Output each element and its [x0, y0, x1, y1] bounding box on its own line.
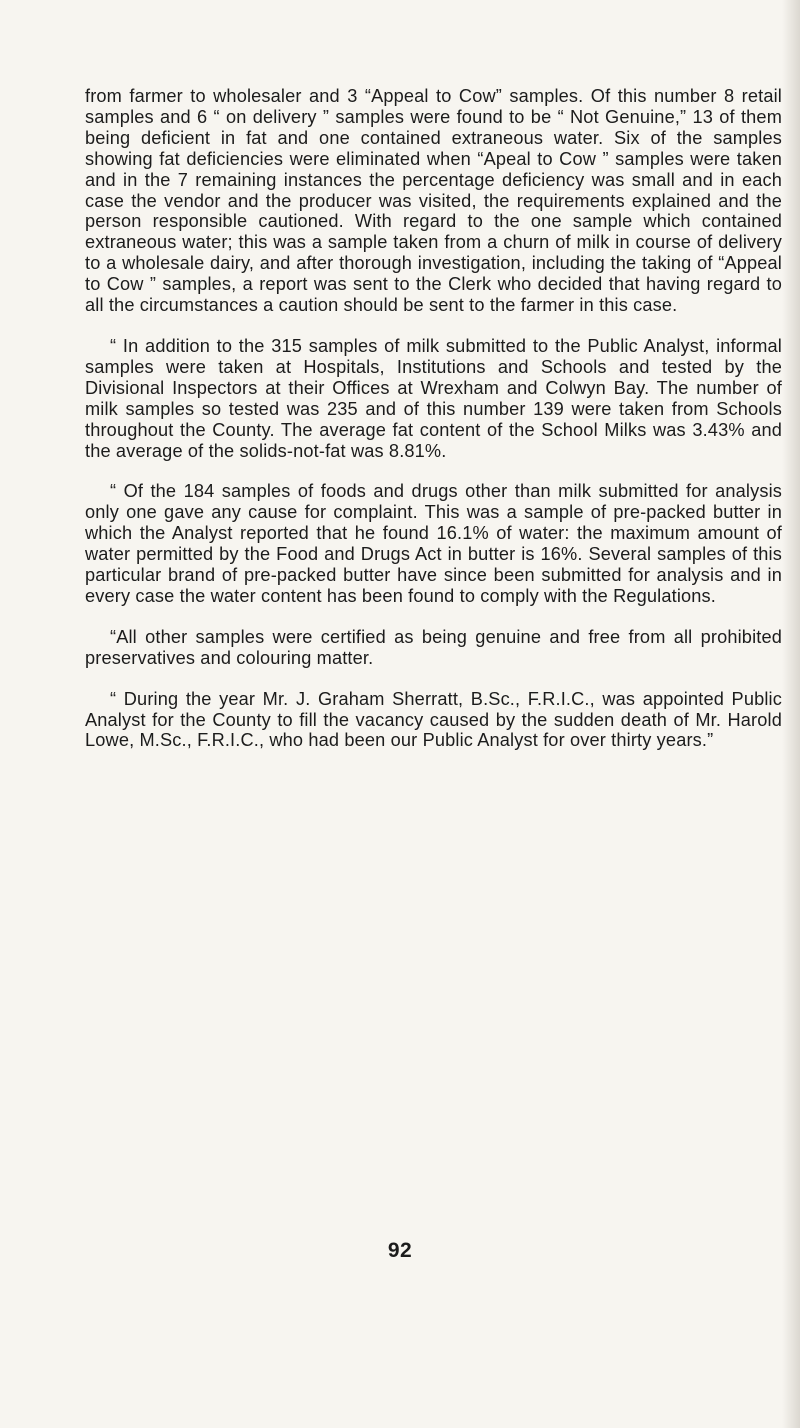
paragraph-1: from farmer to wholesaler and 3 “Appeal to Cow” samples. Of this number 8 retail samples and 6 “ on delivery ” samples were found to be “ Not Genuine,” 13 of them being deficient in fat and one contained extraneous water. Six of the samples showing fat deficiencies were eliminated when “Apeal to Cow ” samples were taken and in the 7 remaining instances the percentage deficiency was small and in each case the vendor and the producer was visited, the requirements explained and the person responsible cautioned. With regard to the one sample which contained extraneous water; this was a sample taken from a churn of milk in course of delivery to a wholesale dairy, and after thorough investigation, including the taking of “Appeal to Cow ” samples, a report was sent to the Clerk who decided that having regard to all the circumstances a caution should be sent to the farmer in this case. — [85, 86, 782, 316]
page-number: 92 — [387, 1239, 413, 1262]
paragraph-3: “ Of the 184 samples of foods and drugs other than milk submitted for analysis only one gave any cause for complaint. This was a sample of pre-packed butter in which the Analyst reported that he found 16.1% of water: the maximum amount of water permitted by the Food and Drugs Act in butter is 16%. Several samples of this particular brand of pre-packed butter have since been submitted for analysis and in every case the water content has been found to comply with the Regulations. — [85, 481, 782, 606]
page-edge-shadow — [782, 0, 800, 1428]
paragraph-5: “ During the year Mr. J. Graham Sherratt, B.Sc., F.R.I.C., was appointed Public Analyst for the County to fill the vacancy caused by the sudden death of Mr. Harold Lowe, M.Sc., F.R.I.C., who had been our Public Analyst for over thirty years.” — [85, 688, 782, 751]
paragraph-4: “All other samples were certified as being genuine and free from all prohibited preservatives and colouring matter. — [85, 626, 782, 668]
body-text — [85, 86, 782, 771]
paragraph-2: “ In addition to the 315 samples of milk submitted to the Public Analyst, informal samples were taken at Hospitals, Institutions and Schools and tested by the Divisional Inspectors at their Offices at Wrexham and Colwyn Bay. The number of milk samples so tested was 235 and of this number 139 were taken from Schools throughout the County. The average fat content of the School Milks was 3.43% and the average of the solids-not-fat was 8.81%. — [85, 335, 782, 461]
